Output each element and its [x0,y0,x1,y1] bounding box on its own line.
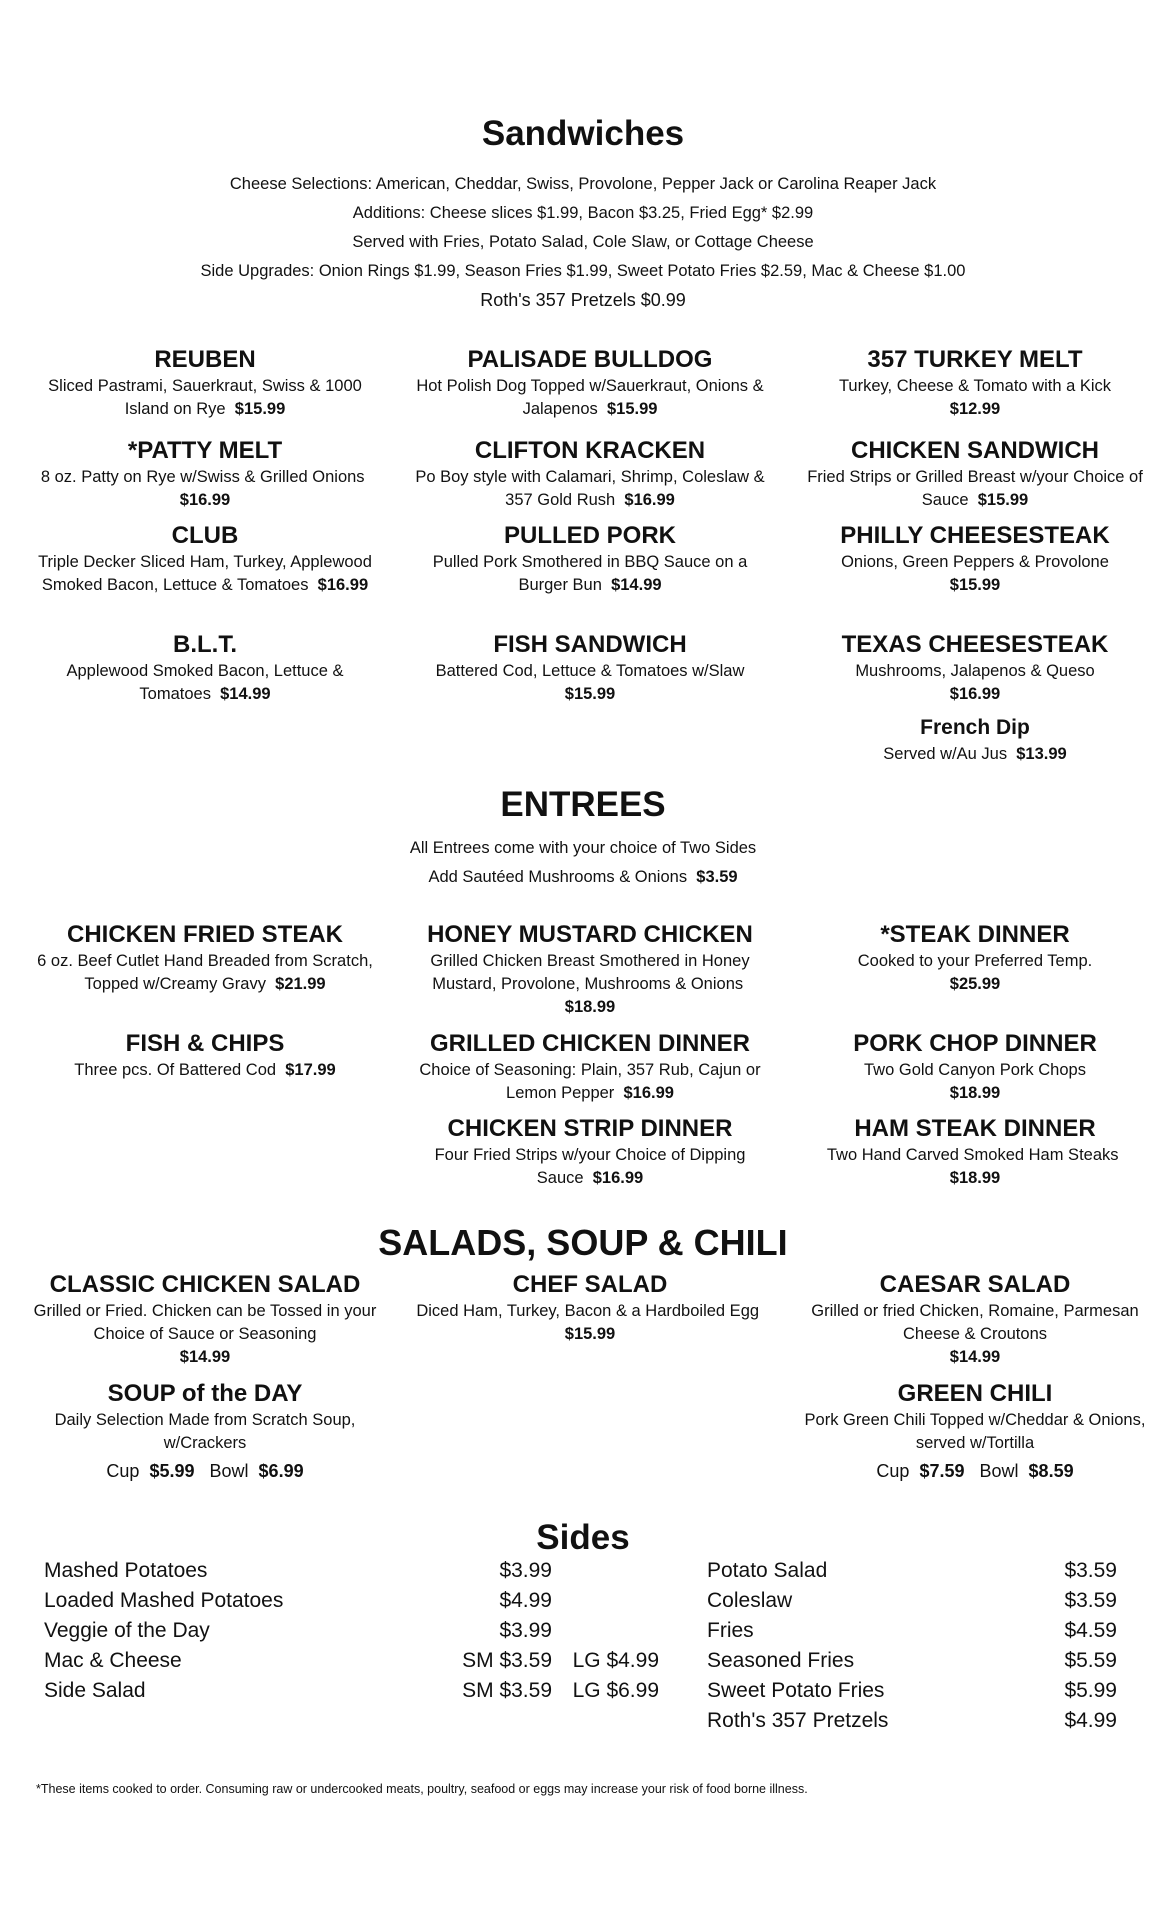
item-price: $25.99 [949,975,1001,993]
side-row [707,1676,1117,1706]
entrees-heading: ENTREES [500,785,666,824]
menu-item-steak-dinner [800,920,1150,996]
side-name: Mashed Potatoes [44,1559,208,1582]
side-row [44,1646,664,1676]
item-title: B.L.T. [173,631,237,658]
item-title: HONEY MUSTARD CHICKEN [427,921,753,948]
salads-heading: SALADS, SOUP & CHILI [378,1222,788,1263]
side-name: Roth's 357 Pretzels [707,1709,889,1732]
side-price: $4.99 [1064,1709,1117,1732]
item-desc: Battered Cod, Lettuce & Tomatoes w/Slaw [435,662,745,680]
item-desc: 6 oz. Beef Cutlet Hand Breaded from Scratch, Topped w/Creamy Gravy $21.99 [37,952,373,993]
item-desc: Pork Green Chili Topped w/Cheddar & Onions, served w/Tortilla [804,1411,1146,1452]
menu-item-ham-steak-dinner [800,1114,1150,1190]
item-price: $17.99 [285,1061,336,1079]
item-price: $14.99 [611,576,662,594]
item-title: SOUP of the DAY [107,1380,303,1407]
item-desc: Onions, Green Peppers & Provolone [841,553,1109,571]
menu-item-fish-sandwich [415,630,765,706]
footnote: *These items cooked to order. Consuming raw or undercooked meats, poultry, seafood or eggs may increase your risk of food borne illness. [36,1782,808,1796]
menu-item-philly-cheesesteak [800,521,1150,597]
item-price: $15.99 [564,1325,616,1343]
item-price: $15.99 [949,576,1001,594]
side-name: Side Salad [44,1679,146,1702]
side-price: $5.99 [1064,1679,1117,1702]
item-desc: Turkey, Cheese & Tomato with a Kick [838,377,1112,395]
sides-left-list [44,1556,664,1706]
item-title: CHICKEN FRIED STEAK [66,921,343,948]
menu-item-chicken-strip-dinner [415,1114,765,1190]
item-title: GRILLED CHICKEN DINNER [429,1030,750,1057]
item-title: CHICKEN SANDWICH [851,437,1099,464]
side-row [44,1586,664,1616]
item-desc: Served w/Au Jus $13.99 [883,745,1067,763]
side-price: $3.99 [499,1619,552,1642]
side-row [707,1706,1117,1736]
item-desc: Fried Strips or Grilled Breast w/your Choice of Sauce $15.99 [807,468,1143,509]
menu-item-fish-chips [30,1029,380,1082]
menu-item-blt [30,630,380,706]
item-price: $14.99 [220,685,271,703]
menu-item-chicken-sandwich [800,436,1150,512]
side-name: Loaded Mashed Potatoes [44,1589,284,1612]
menu-item-caesar-salad [800,1270,1150,1369]
menu-item-turkey-melt [800,345,1150,421]
side-price-large: LG $6.99 [572,1679,659,1702]
item-price: $16.99 [624,491,675,509]
cup-bowl-prices: Cup $7.59 Bowl $8.59 [876,1461,1074,1481]
item-title: TEXAS CHEESESTEAK [841,631,1109,658]
note-addon: Add Sautéed Mushrooms & Onions $3.59 [428,868,738,886]
note-additions: Additions: Cheese slices $1.99, Bacon $3.25, Fried Egg* $2.99 [352,204,814,222]
menu-item-palisade-bulldog [415,345,765,421]
side-row [707,1616,1117,1646]
item-desc: Grilled or fried Chicken, Romaine, Parmesan Cheese & Croutons [811,1302,1139,1343]
item-price: $14.99 [949,1348,1001,1366]
item-title: *PATTY MELT [127,437,283,464]
item-title: GREEN CHILI [897,1380,1053,1407]
side-price: $5.59 [1064,1649,1117,1672]
side-price: $3.59 [1064,1559,1117,1582]
item-desc: Applewood Smoked Bacon, Lettuce & Tomatoes $14.99 [66,662,344,703]
item-price: $18.99 [949,1084,1001,1102]
item-desc: Two Hand Carved Smoked Ham Steaks $18.99 [826,1146,1119,1187]
menu-item-green-chili [800,1379,1150,1487]
item-title: CLIFTON KRACKEN [474,437,706,464]
item-price: $15.99 [977,491,1029,509]
item-desc: Triple Decker Sliced Ham, Turkey, Applewood Smoked Bacon, Lettuce & Tomatoes $16.99 [38,553,372,594]
side-price: $4.59 [1064,1619,1117,1642]
note-served-with: Served with Fries, Potato Salad, Cole Slaw, or Cottage Cheese [352,233,814,251]
menu-item-pulled-pork [415,521,765,597]
item-title: *STEAK DINNER [880,921,1070,948]
menu-item-texas-cheesesteak [800,630,1150,706]
side-row [707,1556,1117,1586]
item-desc: Four Fried Strips w/your Choice of Dipping Sauce $16.99 [434,1146,746,1187]
item-desc: Cooked to your Preferred Temp. [857,952,1093,970]
side-name: Veggie of the Day [44,1619,210,1642]
item-desc: Hot Polish Dog Topped w/Sauerkraut, Onions & Jalapenos $15.99 [416,377,764,418]
item-title: French Dip [920,716,1030,739]
item-price: $14.99 [179,1348,231,1366]
menu-item-classic-chicken-salad [30,1270,380,1369]
item-desc: Diced Ham, Turkey, Bacon & a Hardboiled Egg $15.99 [416,1302,760,1343]
side-price: $3.59 [1064,1589,1117,1612]
menu-item-reuben [30,345,380,421]
menu-item-honey-mustard-chicken [415,920,765,1019]
item-title: PULLED PORK [503,522,676,549]
menu-item-patty-melt [30,436,380,512]
side-row [707,1586,1117,1616]
note-cheese: Cheese Selections: American, Cheddar, Swiss, Provolone, Pepper Jack or Carolina Reaper Jack [229,175,937,193]
menu-item-pork-chop-dinner [800,1029,1150,1105]
menu-item-chef-salad [415,1270,765,1346]
item-title: HAM STEAK DINNER [854,1115,1096,1142]
addon-price: $3.59 [696,868,738,886]
side-name: Seasoned Fries [707,1649,855,1672]
note-side-upgrades: Side Upgrades: Onion Rings $1.99, Season Fries $1.99, Sweet Potato Fries $2.59, Mac & Cheese $1.00 [200,262,966,280]
side-price: SM $3.59 [462,1679,552,1702]
side-name: Potato Salad [707,1559,828,1582]
menu-item-soup-of-the-day [30,1379,380,1487]
item-price: $12.99 [949,400,1001,418]
item-desc: Grilled or Fried. Chicken can be Tossed in your Choice of Sauce or Seasoning [33,1302,377,1343]
item-title: PHILLY CHEESESTEAK [840,522,1110,549]
item-desc: Pulled Pork Smothered in BBQ Sauce on a Burger Bun $14.99 [432,553,748,594]
item-price: $21.99 [275,975,326,993]
item-title: CLASSIC CHICKEN SALAD [49,1271,361,1298]
item-title: 357 TURKEY MELT [867,346,1083,373]
item-desc: Mushrooms, Jalapenos & Queso [855,662,1095,680]
item-price: $16.99 [179,491,231,509]
side-name: Coleslaw [707,1589,793,1612]
item-price: $18.99 [564,998,616,1016]
item-desc: Po Boy style with Calamari, Shrimp, Coleslaw & 357 Gold Rush $16.99 [415,468,765,509]
entrees-notes [0,834,1166,892]
item-title: CAESAR SALAD [879,1271,1071,1298]
item-price: $16.99 [949,685,1001,703]
item-desc: Sliced Pastrami, Sauerkraut, Swiss & 1000 Island on Rye $15.99 [48,377,362,418]
sandwiches-heading: Sandwiches [481,114,685,153]
side-name: Sweet Potato Fries [707,1679,885,1702]
sides-heading: Sides [536,1518,630,1557]
side-row [44,1616,664,1646]
note-pretzels: Roth's 357 Pretzels $0.99 [480,290,686,310]
item-title: FISH & CHIPS [125,1030,285,1057]
item-price: $15.99 [234,400,286,418]
item-desc: 8 oz. Patty on Rye w/Swiss & Grilled Onions $16.99 [40,468,365,509]
menu-item-grilled-chicken-dinner [415,1029,765,1105]
item-title: CLUB [171,522,239,549]
item-title: CHICKEN STRIP DINNER [447,1115,733,1142]
side-name: Fries [707,1619,754,1642]
item-price: $16.99 [592,1169,644,1187]
item-price: $18.99 [949,1169,1001,1187]
side-price: $3.99 [499,1559,552,1582]
item-desc: Choice of Seasoning: Plain, 357 Rub, Cajun or Lemon Pepper $16.99 [419,1061,761,1102]
side-name: Mac & Cheese [44,1649,182,1672]
sandwiches-notes [0,170,1166,315]
item-desc: Daily Selection Made from Scratch Soup, w/Crackers [54,1411,356,1452]
menu-item-french-dip [800,713,1150,766]
cup-bowl-prices: Cup $5.99 Bowl $6.99 [106,1461,304,1481]
menu-item-clifton-kracken [415,436,765,512]
item-desc: Grilled Chicken Breast Smothered in Honey Mustard, Provolone, Mushrooms & Onions $18.99 [430,952,750,1016]
side-price-large: LG $4.99 [572,1649,659,1672]
menu-item-club [30,521,380,597]
side-price: SM $3.59 [462,1649,552,1672]
side-row [44,1556,664,1586]
item-title: PORK CHOP DINNER [853,1030,1097,1057]
menu-item-chicken-fried-steak [30,920,380,996]
side-row [44,1676,664,1706]
item-title: FISH SANDWICH [493,631,687,658]
sides-right-list [707,1556,1117,1736]
item-price: $15.99 [564,685,616,703]
item-price: $16.99 [623,1084,674,1102]
item-title: PALISADE BULLDOG [467,346,713,373]
item-price: $16.99 [317,576,369,594]
item-price: $13.99 [1016,745,1067,763]
item-title: CHEF SALAD [512,1271,668,1298]
item-price: $15.99 [606,400,658,418]
item-title: REUBEN [154,346,256,373]
side-price: $4.99 [499,1589,552,1612]
item-desc: Three pcs. Of Battered Cod $17.99 [74,1061,336,1079]
side-row [707,1646,1117,1676]
note-two-sides: All Entrees come with your choice of Two Sides [409,839,757,857]
item-desc: Two Gold Canyon Pork Chops [864,1061,1086,1079]
